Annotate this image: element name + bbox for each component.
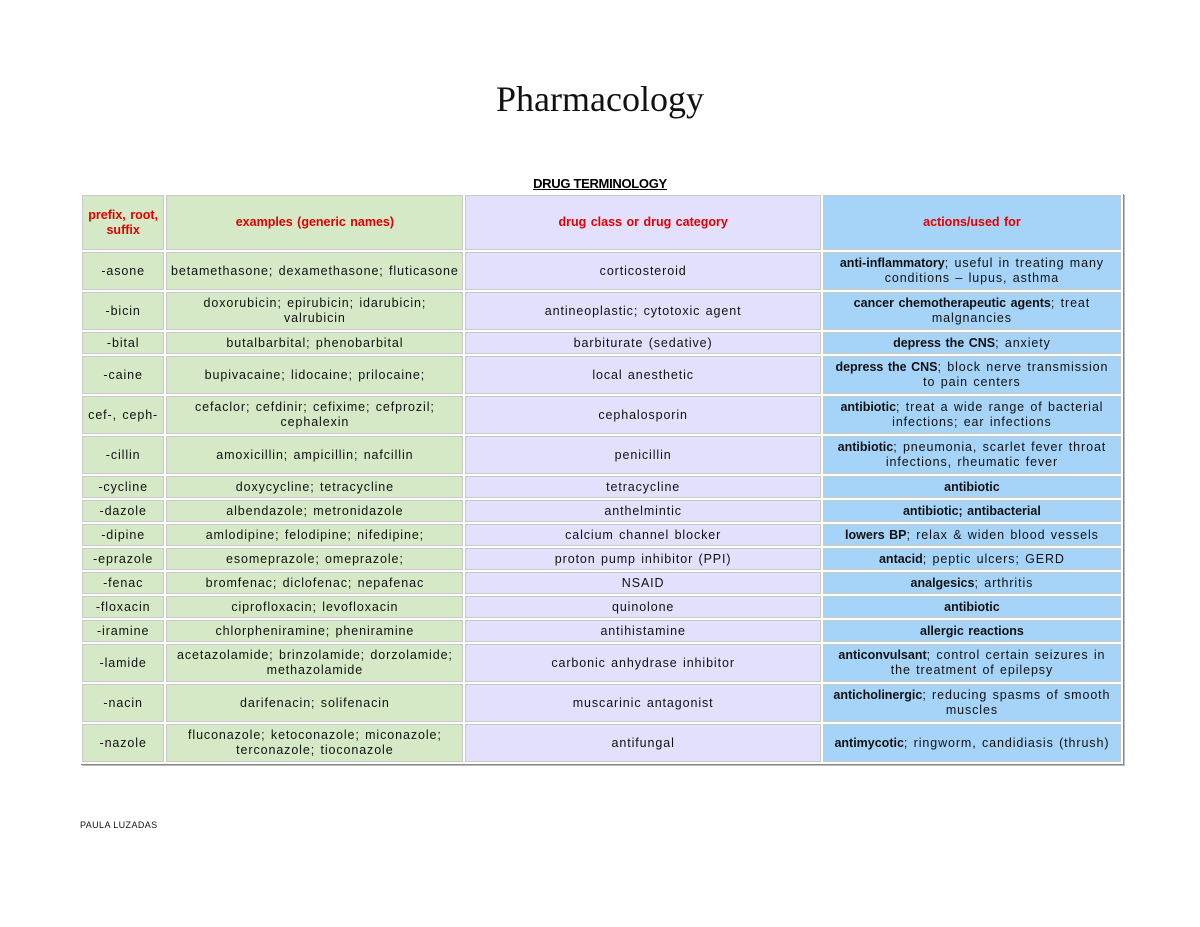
cell-drug-class: antihistamine xyxy=(465,620,820,642)
cell-prefix: cef-, ceph- xyxy=(82,396,164,434)
cell-examples: doxorubicin; epirubicin; idarubicin; valrubicin xyxy=(166,292,463,330)
table-row xyxy=(82,476,1121,498)
header-actions: actions/used for xyxy=(823,195,1121,250)
table-row xyxy=(82,356,1121,394)
drug-terminology-table xyxy=(80,193,1123,764)
table-row xyxy=(82,684,1121,722)
cell-examples: cefaclor; cefdinir; cefixime; cefprozil; cephalexin xyxy=(166,396,463,434)
table-row xyxy=(82,524,1121,546)
table-row xyxy=(82,572,1121,594)
action-detail: ; treat a wide range of bacterial infections; ear infections xyxy=(892,400,1104,429)
action-keyword: anticholinergic xyxy=(833,688,923,702)
cell-examples: darifenacin; solifenacin xyxy=(166,684,463,722)
cell-examples: amoxicillin; ampicillin; nafcillin xyxy=(166,436,463,474)
cell-examples: betamethasone; dexamethasone; fluticasone xyxy=(166,252,463,290)
cell-actions xyxy=(823,620,1121,642)
table-row xyxy=(82,252,1121,290)
action-keyword: antibiotic xyxy=(944,599,1000,614)
cell-actions xyxy=(823,524,1121,546)
cell-prefix: -nazole xyxy=(82,724,164,762)
footer-author: PAULA LUZADAS xyxy=(80,820,158,830)
cell-prefix: -cillin xyxy=(82,436,164,474)
cell-actions xyxy=(823,396,1121,434)
cell-prefix: -caine xyxy=(82,356,164,394)
cell-drug-class: NSAID xyxy=(465,572,820,594)
cell-actions xyxy=(823,572,1121,594)
action-detail: ; anxiety xyxy=(995,335,1051,350)
cell-prefix: -floxacin xyxy=(82,596,164,618)
table-row xyxy=(82,620,1121,642)
cell-prefix: -fenac xyxy=(82,572,164,594)
action-detail: ; relax & widen blood vessels xyxy=(906,527,1099,542)
table-row xyxy=(82,644,1121,682)
header-drug-class: drug class or drug category xyxy=(465,195,820,250)
table-caption: DRUG TERMINOLOGY xyxy=(533,176,667,191)
table-row xyxy=(82,548,1121,570)
cell-prefix: -dipine xyxy=(82,524,164,546)
cell-drug-class: calcium channel blocker xyxy=(465,524,820,546)
cell-actions xyxy=(823,644,1121,682)
cell-actions xyxy=(823,548,1121,570)
cell-drug-class: local anesthetic xyxy=(465,356,820,394)
action-keyword: depress the CNS xyxy=(893,335,996,350)
cell-examples: ciprofloxacin; levofloxacin xyxy=(166,596,463,618)
cell-actions xyxy=(823,500,1121,522)
action-keyword: antibiotic; antibacterial xyxy=(902,503,1041,518)
cell-drug-class: antifungal xyxy=(465,724,820,762)
cell-examples: acetazolamide; brinzolamide; dorzolamide; methazolamide xyxy=(166,644,463,682)
cell-examples: fluconazole; ketoconazole; miconazole; terconazole; tioconazole xyxy=(166,724,463,762)
table-row xyxy=(82,436,1121,474)
cell-actions xyxy=(823,684,1121,722)
action-keyword: antibiotic xyxy=(837,440,894,454)
table-body xyxy=(82,252,1121,762)
table-row xyxy=(82,332,1121,354)
cell-drug-class: muscarinic antagonist xyxy=(465,684,820,722)
action-detail: ; pneumonia, scarlet fever throat infections, rheumatic fever xyxy=(885,440,1107,469)
action-keyword: antibiotic xyxy=(944,479,1000,494)
cell-drug-class: antineoplastic; cytotoxic agent xyxy=(465,292,820,330)
cell-actions xyxy=(823,596,1121,618)
cell-prefix: -eprazole xyxy=(82,548,164,570)
cell-drug-class: corticosteroid xyxy=(465,252,820,290)
table-row xyxy=(82,396,1121,434)
cell-examples: chlorpheniramine; pheniramine xyxy=(166,620,463,642)
action-keyword: depress the CNS xyxy=(835,360,938,374)
header-prefix: prefix, root, suffix xyxy=(82,195,164,250)
cell-examples: amlodipine; felodipine; nifedipine; xyxy=(166,524,463,546)
cell-drug-class: cephalosporin xyxy=(465,396,820,434)
action-keyword: allergic reactions xyxy=(920,623,1024,638)
cell-examples: esomeprazole; omeprazole; xyxy=(166,548,463,570)
cell-examples: bromfenac; diclofenac; nepafenac xyxy=(166,572,463,594)
header-examples: examples (generic names) xyxy=(166,195,463,250)
cell-actions xyxy=(823,436,1121,474)
action-detail: ; control certain seizures in the treatment of epilepsy xyxy=(890,648,1106,677)
cell-drug-class: anthelmintic xyxy=(465,500,820,522)
action-keyword: analgesics xyxy=(910,575,975,590)
action-detail: ; ringworm, candidiasis (thrush) xyxy=(903,735,1110,750)
action-detail: ; reducing spasms of smooth muscles xyxy=(922,688,1111,717)
cell-actions xyxy=(823,252,1121,290)
table-row xyxy=(82,596,1121,618)
cell-drug-class: quinolone xyxy=(465,596,820,618)
cell-actions xyxy=(823,724,1121,762)
cell-prefix: -bital xyxy=(82,332,164,354)
cell-examples: doxycycline; tetracycline xyxy=(166,476,463,498)
cell-prefix: -bicin xyxy=(82,292,164,330)
action-detail: ; useful in treating many conditions – lupus, asthma xyxy=(884,256,1104,285)
cell-actions xyxy=(823,356,1121,394)
cell-prefix: -dazole xyxy=(82,500,164,522)
table-row xyxy=(82,292,1121,330)
cell-drug-class: barbiturate (sedative) xyxy=(465,332,820,354)
cell-actions xyxy=(823,292,1121,330)
action-detail: ; peptic ulcers; GERD xyxy=(922,551,1065,566)
cell-prefix: -nacin xyxy=(82,684,164,722)
table-row xyxy=(82,724,1121,762)
action-keyword: anti-inflammatory xyxy=(839,256,945,270)
cell-drug-class: carbonic anhydrase inhibitor xyxy=(465,644,820,682)
cell-drug-class: proton pump inhibitor (PPI) xyxy=(465,548,820,570)
cell-prefix: -asone xyxy=(82,252,164,290)
action-detail: ; treat malgnancies xyxy=(931,296,1091,325)
page-title: Pharmacology xyxy=(496,79,704,119)
cell-prefix: -cycline xyxy=(82,476,164,498)
cell-actions xyxy=(823,332,1121,354)
action-keyword: antibiotic xyxy=(840,400,897,414)
cell-examples: butalbarbital; phenobarbital xyxy=(166,332,463,354)
action-keyword: anticonvulsant xyxy=(838,648,927,662)
action-detail: ; arthritis xyxy=(974,575,1034,590)
action-keyword: antimycotic xyxy=(834,735,904,750)
action-detail: ; block nerve transmission to pain centers xyxy=(923,360,1109,389)
cell-examples: bupivacaine; lidocaine; prilocaine; xyxy=(166,356,463,394)
cell-drug-class: penicillin xyxy=(465,436,820,474)
cell-examples: albendazole; metronidazole xyxy=(166,500,463,522)
action-keyword: antacid xyxy=(878,551,923,566)
cell-drug-class: tetracycline xyxy=(465,476,820,498)
action-keyword: lowers BP xyxy=(845,527,907,542)
table-header-row xyxy=(82,195,1121,250)
cell-actions xyxy=(823,476,1121,498)
table-row xyxy=(82,500,1121,522)
cell-prefix: -iramine xyxy=(82,620,164,642)
action-keyword: cancer chemotherapeutic agents xyxy=(853,296,1051,310)
cell-prefix: -lamide xyxy=(82,644,164,682)
